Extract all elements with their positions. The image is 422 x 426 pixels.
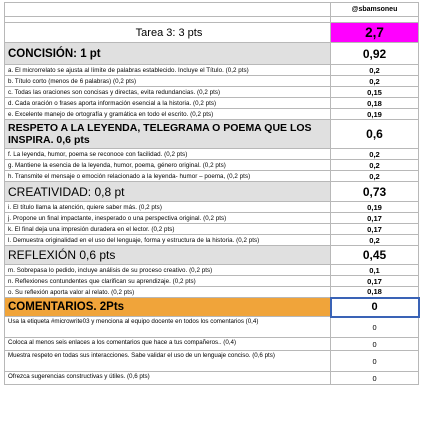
section-score[interactable]: 0,6 [331,120,419,149]
rubric-table [4,2,420,385]
criterion-text[interactable]: e. Excelente manejo de ortografía y gramática en todo el escrito. (0,2 pts) [5,109,331,120]
criterion-value[interactable]: 0 [331,338,419,351]
criterion-text[interactable]: f. La leyenda, humor, poema se reconoce con facilidad. (0,2 pts) [5,149,331,160]
criterion-row [5,65,419,76]
section-row-leyenda [5,120,419,149]
criterion-row [5,287,419,298]
section-score[interactable]: 0,73 [331,182,419,202]
criterion-value[interactable]: 0,19 [331,109,419,120]
section-title[interactable]: CREATIVIDAD: 0,8 pt [5,182,331,202]
criterion-value[interactable]: 0,2 [331,149,419,160]
section-row-creatividad [5,182,419,202]
criterion-row [5,317,419,338]
criterion-value[interactable]: 0,2 [331,65,419,76]
section-score[interactable]: 0,92 [331,43,419,65]
criterion-text[interactable]: Coloca al menos seis enlaces a los comentarios que hace a tus compañeros.. (0,4) [5,338,331,351]
criterion-value[interactable]: 0,19 [331,202,419,213]
criterion-text[interactable]: Ofrezca sugerencias constructivas y útiles. (0,6 pts) [5,372,331,385]
section-score[interactable]: 0,45 [331,246,419,265]
criterion-value[interactable]: 0,2 [331,76,419,87]
criterion-value[interactable]: 0,17 [331,213,419,224]
task-row [5,23,419,43]
criterion-value[interactable]: 0,2 [331,160,419,171]
criterion-row [5,338,419,351]
criterion-value[interactable]: 0 [331,317,419,338]
criterion-text[interactable]: Muestra respeto en todas sus interacciones. Sabe validar el uso de un lenguaje conciso. (0,6 pts) [5,351,331,372]
criterion-row [5,98,419,109]
criterion-text[interactable]: h. Transmite el mensaje o emoción relacionado a la leyenda- humor – poema, (0,2 pts) [5,171,331,182]
criterion-value[interactable]: 0,17 [331,276,419,287]
criterion-row [5,224,419,235]
section-title[interactable]: REFLEXIÓN 0,6 pts [5,246,331,265]
blank-cell[interactable] [5,3,331,17]
section-title[interactable]: CONCISIÓN: 1 pt [5,43,331,65]
section-title[interactable]: COMENTARIOS. 2Pts [5,298,331,317]
criterion-text[interactable]: k. El final deja una impresión duradera en el lector. (0,2 pts) [5,224,331,235]
criterion-text[interactable]: d. Cada oración o frases aporta información esencial a la historia. (0,2 pts) [5,98,331,109]
criterion-row [5,235,419,246]
criterion-value[interactable]: 0,15 [331,87,419,98]
criterion-row [5,87,419,98]
student-handle[interactable]: @sbamsoneu [331,3,419,17]
criterion-text[interactable]: c. Todas las oraciones son concisas y directas, evita redundancias. (0,2 pts) [5,87,331,98]
criterion-text[interactable]: m. Sobrepasa lo pedido, incluye análisis de su proceso creativo. (0,2 pts) [5,265,331,276]
criterion-value[interactable]: 0,17 [331,224,419,235]
task-label[interactable]: Tarea 3: 3 pts [5,23,331,43]
criterion-text[interactable]: j. Propone un final impactante, inesperado o una perspectiva original. (0,2 pts) [5,213,331,224]
criterion-row [5,76,419,87]
header-row [5,3,419,17]
criterion-text[interactable]: b. Título corto (menos de 6 palabras) (0,2 pts) [5,76,331,87]
criterion-row [5,351,419,372]
criterion-value[interactable]: 0,18 [331,98,419,109]
section-score-selected-cell[interactable]: 0 [331,298,419,317]
section-row-comentarios [5,298,419,317]
criterion-text[interactable]: Usa la etiqueta #microwrite03 y menciona al equipo docente en todos los comentarios (0,4) [5,317,331,338]
criterion-row [5,213,419,224]
section-title[interactable]: RESPETO A LA LEYENDA, TELEGRAMA O POEMA QUE LOS INSPIRA. 0,6 pts [5,120,331,149]
criterion-value[interactable]: 0,18 [331,287,419,298]
task-score[interactable]: 2,7 [331,23,419,43]
criterion-row [5,265,419,276]
criterion-text[interactable]: n. Reflexiones contundentes que clarifican su aprendizaje. (0,2 pts) [5,276,331,287]
criterion-text[interactable]: a. El microrrelato se ajusta al límite de palabras establecido. Incluye el Título. (0,2 pts) [5,65,331,76]
criterion-row [5,109,419,120]
criterion-row [5,171,419,182]
criterion-row [5,372,419,385]
criterion-value[interactable]: 0,1 [331,265,419,276]
criterion-row [5,160,419,171]
section-row-reflexion [5,246,419,265]
section-row-concision [5,43,419,65]
criterion-text[interactable]: o. Su reflexión aporta valor al relato. (0,2 pts) [5,287,331,298]
criterion-value[interactable]: 0,2 [331,171,419,182]
criterion-text[interactable]: i. El título llama la atención, quiere saber más. (0,2 pts) [5,202,331,213]
criterion-value[interactable]: 0,2 [331,235,419,246]
criterion-text[interactable]: g. Mantiene la esencia de la leyenda, humor, poema, género original. (0,2 pts) [5,160,331,171]
criterion-row [5,202,419,213]
criterion-value[interactable]: 0 [331,372,419,385]
criterion-text[interactable]: l. Demuestra originalidad en el uso del lenguaje, forma y estructura de la historia. (0,2 pts) [5,235,331,246]
criterion-row [5,276,419,287]
criterion-value[interactable]: 0 [331,351,419,372]
criterion-row [5,149,419,160]
